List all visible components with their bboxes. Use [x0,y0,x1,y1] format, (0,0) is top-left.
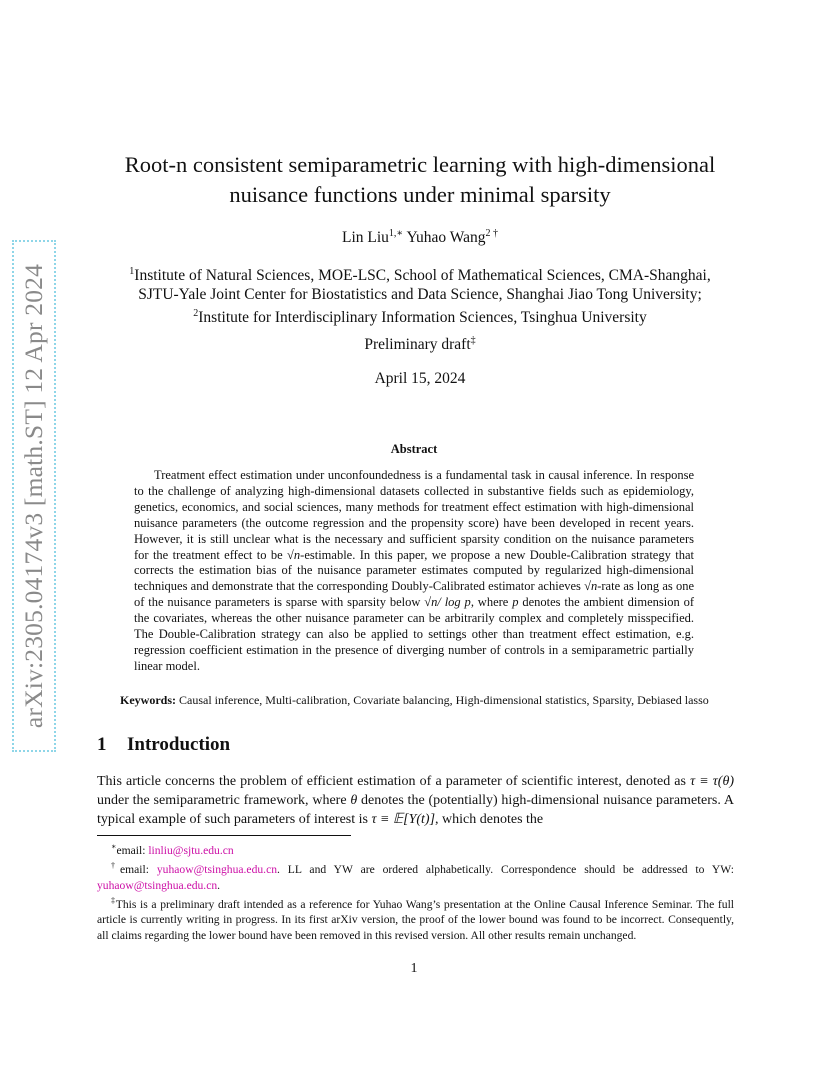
author-2-marks: 2 † [485,228,498,239]
math-p: p [512,595,519,610]
author-1: Lin Liu [341,229,389,247]
draft-mark: ‡ [470,335,476,346]
abstract-heading: Abstract [390,442,438,456]
title-line-1: Root-n consistent semiparametric learning with high-dimensional [124,152,716,177]
section-number: 1 [97,734,107,755]
author-2: Yuhao Wang [406,229,486,247]
footnote-2-label: email: [120,863,157,877]
section-heading [97,734,230,756]
footnote-3 [97,893,734,943]
abstract-text-4: , where [470,595,513,610]
arxiv-stamp[interactable] [12,240,56,752]
affiliation-2 [60,304,780,327]
affiliation-1-text: Institute of Natural Sciences, MOE-LSC, School of Mathematical Sciences, CMA-Shanghai, [134,267,711,285]
intro-text-2: under the semiparametric framework, where [97,793,351,809]
affiliation-2-mark: 2 [193,308,199,320]
email-link-yuhaow[interactable]: yuhaow@tsinghua.edu.cn [156,863,278,877]
paper-date: April 15, 2024 [374,370,466,387]
footnote-1 [97,839,734,858]
affiliation-1-mark: 1 [129,266,135,277]
math-expectation: τ ≡ 𝔼[Y(t)] [371,812,436,828]
abstract-text-3: -rate as long as one of the nuisance parameters is sparse with sparsity below [134,579,694,610]
draft-label [60,335,780,354]
footnote-2-end: . [217,878,221,892]
email-link-yuhaow-2[interactable]: yuhaow@tsinghua.edu.cn [97,878,218,892]
paper-title [60,150,780,210]
abstract-text-2: -estimable. In this paper, we propose a new Double-Calibration strategy that corrects the estimation bias of the nuisance parameter estimates computed by regularized high-dimensional techniques and demonstrate that the corresponding Doubly-Calibrated estimator achieves [134,547,694,594]
intro-text-3: denotes the (potentially) high-dimensional nuisance parameters. A typical example of such parameters of interest is [97,793,735,828]
footnote-3-text: This is a preliminary draft intended as a reference for Yuhao Wang’s presentation at the Online Causal Inference Seminar. The full article is currently writing in progress. In its first arXiv version, the proof of the lower bound was found to be incorrect. Consequently, all claims regarding the lower bound have been removed in this revised version. All other results remain unchanged. [97,897,735,942]
math-sqrt-n-rate: √n [584,579,598,594]
footnote-1-mark: ∗ [111,842,117,851]
keywords-label: Keywords: [120,693,176,707]
footnotes [97,839,734,943]
abstract-body [134,468,694,675]
footnote-divider [97,835,351,836]
affiliations [60,262,780,327]
abstract-text-1: Treatment effect estimation under unconfoundedness is a fundamental task in causal inference. In response to the challenge of analyzing high-dimensional datasets collected in substantive fields such as epidemiology, genetics, economics, and social sciences, many methods for treatment effect estimation with high-dimensional nuisance parameters (the outcome regression and the propensity score) have been developed in recent years. However, it is still unclear what is the necessary and sufficient sparsity condition on the nuisance parameters for the treatment effect to be [134,468,694,562]
title-line-2: nuisance functions under minimal sparsity [229,182,611,207]
footnote-3-mark: ‡ [111,895,116,905]
page-number: 1 [410,961,418,976]
affiliation-1-line-2: SJTU-Yale Joint Center for Biostatistics and Data Science, Shanghai Jiao Tong University; [138,286,702,304]
keywords [120,693,760,708]
math-sqrt-n: √n [287,547,301,562]
draft-text: Preliminary draft [364,336,471,354]
math-sparsity: √n/ log p [424,595,471,610]
affiliation-1-line-1 [60,262,780,285]
author-1-marks: 1,∗ [388,228,404,239]
intro-text-4: , which denotes the [435,812,544,828]
keywords-text: Causal inference, Multi-calibration, Covariate balancing, High-dimensional statistics, Sparsity, Debiased lasso [176,693,709,707]
footnote-2 [97,858,734,893]
math-theta: θ [350,793,358,809]
footnote-1-label: email: [116,843,149,857]
footnote-2-mark: † [111,861,120,871]
abstract-text-5: denotes the ambient dimension of the covariates, whereas the other nuisance parameter can be arbitrarily complex and completely misspecified. The Double-Calibration strategy can also be applied to settings other than treatment effect estimation, e.g. regression coefficient estimation in the presence of diverging number of controls in a semiparametric partially linear model. [134,595,694,673]
intro-paragraph [97,772,734,830]
footnote-2-text: . LL and YW are ordered alphabetically. Correspondence should be addressed to YW: [277,863,735,877]
intro-text-1: This article concerns the problem of efficient estimation of a parameter of scientific interest, denoted as [97,774,691,789]
section-title: Introduction [127,734,231,755]
arxiv-stamp-text: arXiv:2305.04174v3 [math.ST] 12 Apr 2024 [19,263,48,729]
affiliation-2-text: Institute for Interdisciplinary Information Sciences, Tsinghua University [198,309,647,327]
email-link-linliu[interactable]: linliu@sjtu.edu.cn [148,843,234,857]
math-tau-def: τ ≡ τ(θ) [690,774,734,789]
author-list [60,228,780,247]
